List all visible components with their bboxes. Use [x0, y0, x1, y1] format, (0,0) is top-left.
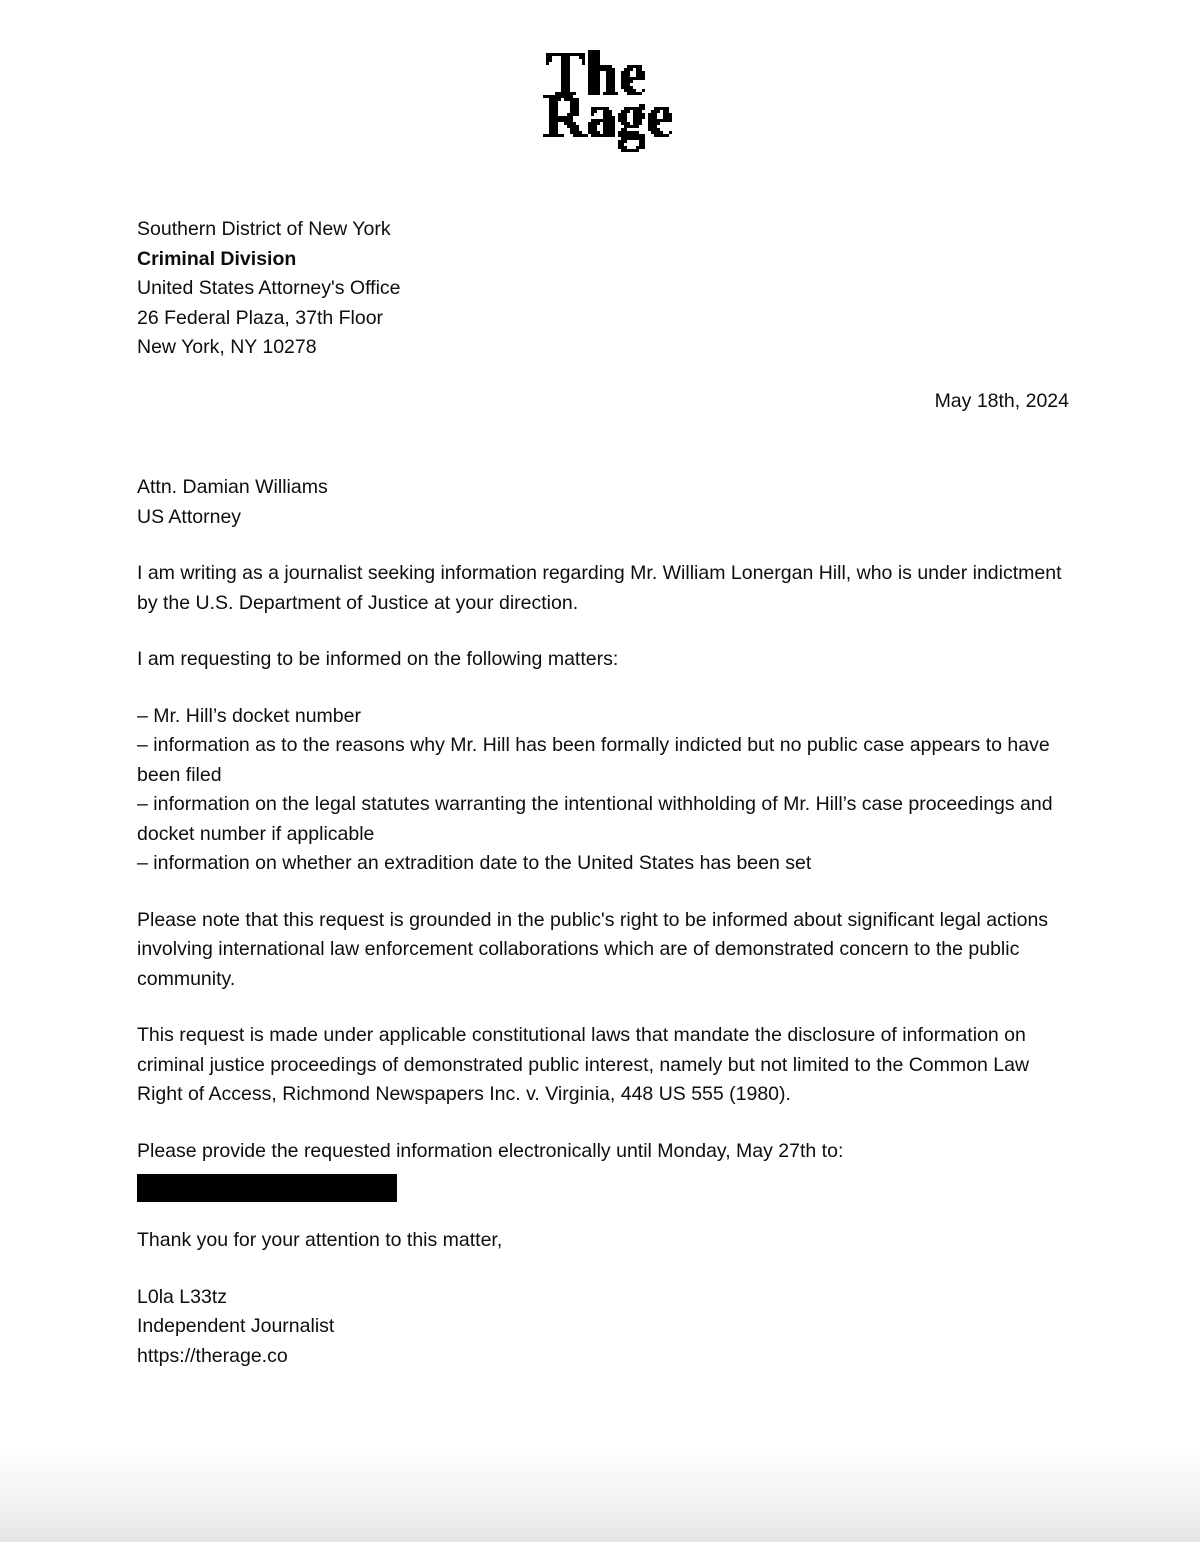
request-list	[137, 702, 1069, 879]
paragraph-request-lead: I am requesting to be informed on the following matters:	[137, 648, 619, 670]
paragraph-intro: I am writing as a journalist seeking information regarding Mr. William Lonergan Hill, who is under indictment by the U.S. Department of Justice at your direction.	[137, 562, 1062, 614]
recipient-district: Southern District of New York	[137, 218, 391, 240]
request-item-statutes: – information on the legal statutes warranting the intentional withholding of Mr. Hill’s case proceedings and docket number if applicable	[137, 793, 1053, 845]
page-bottom-shadow	[0, 1447, 1200, 1542]
signature-block	[137, 1283, 1069, 1372]
attention-block	[137, 473, 1069, 532]
signature-name: L0la L33tz	[137, 1285, 227, 1308]
recipient-city: New York, NY 10278	[137, 336, 317, 358]
request-item-extradition: – information on whether an extradition date to the United States has been set	[137, 852, 812, 874]
recipient-division: Criminal Division	[137, 247, 297, 270]
request-item-docket: – Mr. Hill’s docket number	[137, 704, 361, 727]
the-rage-logo-bitmap	[522, 50, 678, 164]
paragraph-deadline: Please provide the requested information electronically until Monday, May 27th to:	[137, 1139, 844, 1162]
logo	[0, 0, 1200, 164]
paragraph-legal-basis: This request is made under applicable constitutional laws that mandate the disclosure of information on criminal justice proceedings of demonstrated public interest, namely but not limited to the Common Law Right of Access, Richmond Newspapers Inc. v. Virginia, 448 US 555 (1980).	[137, 1024, 1030, 1105]
recipient-street: 26 Federal Plaza, 37th Floor	[137, 306, 384, 329]
attention-name: Attn. Damian Williams	[137, 476, 328, 498]
letter-content	[137, 215, 1069, 1371]
recipient-address	[137, 215, 1069, 363]
attention-title: US Attorney	[137, 505, 242, 528]
redacted-contact-bar	[137, 1174, 397, 1202]
closing-line: Thank you for your attention to this matter,	[137, 1229, 503, 1251]
signature-title: Independent Journalist	[137, 1315, 335, 1337]
request-item-reasons: – information as to the reasons why Mr. Hill has been formally indicted but no public case appears to have been filed	[137, 734, 1050, 786]
signature-website: https://therage.co	[137, 1344, 288, 1367]
paragraph-public-right: Please note that this request is grounded in the public's right to be informed about significant legal actions involving international law enforcement collaborations which are of demonstrated concern to the public community.	[137, 908, 1049, 990]
letter-date: May 18th, 2024	[934, 389, 1069, 412]
recipient-office: United States Attorney's Office	[137, 277, 401, 299]
